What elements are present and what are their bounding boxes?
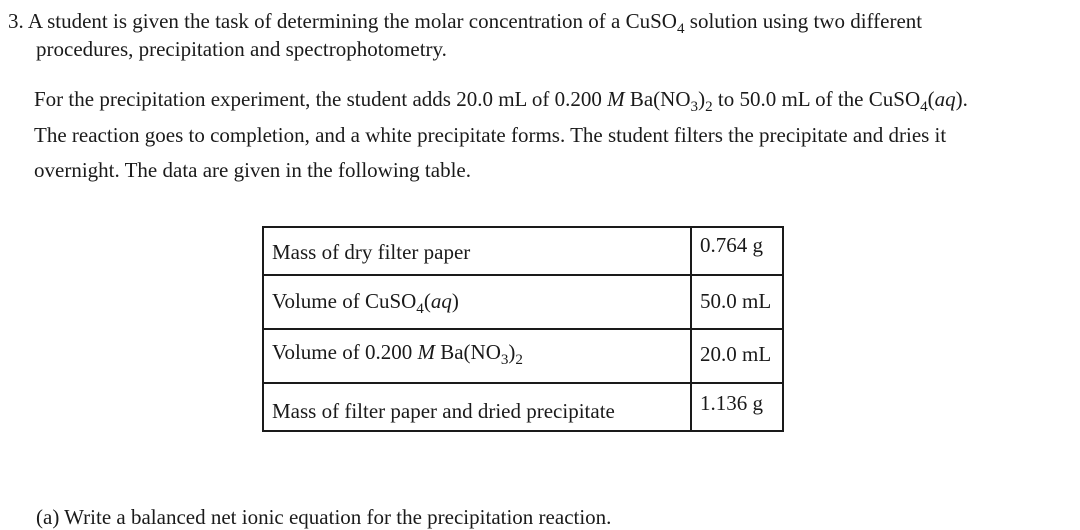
paragraph-line1: For the precipitation experiment, the student adds 20.0 mL of 0.200 M $Ba(NO_3)_2$ to 50.0 mL of the CuSO$_4$(aq). <box>34 87 968 115</box>
question-number: 3. <box>8 9 24 33</box>
row-label-mass-precipitate: Mass of filter paper and dried precipitate <box>272 399 615 423</box>
table-row <box>264 228 782 274</box>
part-a-prompt: (a) Write a balanced net ionic equation for the precipitation reaction. <box>36 505 612 529</box>
data-table <box>262 226 784 432</box>
row-value-volume-cuso4: 50.0 mL <box>700 289 772 313</box>
paragraph-line2: The reaction goes to completion, and a white precipitate forms. The student filters the precipitate and dries it <box>34 123 947 147</box>
row-value-mass-filter-paper: 0.764 g <box>700 233 763 257</box>
row-value-volume-bano3: 20.0 mL <box>700 342 772 366</box>
table-row <box>264 276 782 328</box>
paragraph-line3: overnight. The data are given in the following table. <box>34 158 471 182</box>
question-intro-line1: 3. A student is given the task of determining the molar concentration of a CuSO$_4$ solution using two different <box>8 9 923 37</box>
question-intro-line2: procedures, precipitation and spectrophotometry. <box>36 37 447 61</box>
row-value-mass-precipitate: 1.136 g <box>700 391 763 415</box>
row-label-volume-cuso4: Volume of CuSO$_4$(aq) <box>272 289 459 317</box>
table-row <box>264 330 782 382</box>
row-label-mass-filter-paper: Mass of dry filter paper <box>272 240 471 264</box>
table-row <box>264 384 782 432</box>
row-label-volume-bano3: Volume of 0.200 M $Ba(NO_3)_2$ <box>272 340 523 368</box>
